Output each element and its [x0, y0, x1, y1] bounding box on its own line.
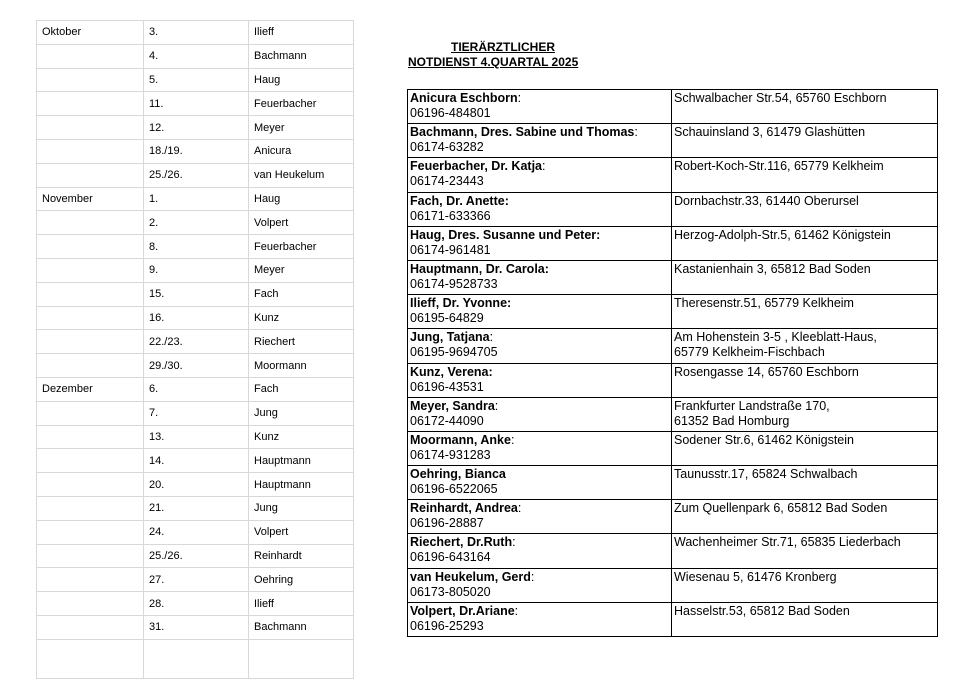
- schedule-vet-cell: Haug: [249, 187, 354, 211]
- vet-directory-body: [408, 90, 938, 637]
- schedule-vet-cell: Meyer: [249, 116, 354, 140]
- schedule-month-cell: [37, 425, 144, 449]
- vet-row: [408, 568, 938, 602]
- vet-address-line: Sodener Str.6, 61462 Königstein: [674, 432, 854, 447]
- schedule-row: [37, 473, 354, 497]
- vet-directory-table: [407, 89, 938, 637]
- schedule-month-cell: November: [37, 187, 144, 211]
- vet-name-cell: [408, 295, 672, 329]
- schedule-row: [37, 163, 354, 187]
- schedule-row: [37, 568, 354, 592]
- vet-row: [408, 260, 938, 294]
- schedule-date-cell: 16.: [144, 306, 249, 330]
- vet-address-line: Schauinsland 3, 61479 Glashütten: [674, 125, 866, 140]
- vet-name-line: [410, 296, 669, 311]
- vet-name-line: [410, 365, 669, 380]
- vet-phone: 06196-6522065: [410, 482, 498, 497]
- vet-address-line: Herzog-Adolph-Str.5, 61462 Königstein: [674, 227, 891, 242]
- schedule-date-cell: 27.: [144, 568, 249, 592]
- vet-name-separator: :: [489, 330, 494, 345]
- schedule-month-cell: [37, 330, 144, 354]
- schedule-row: [37, 187, 354, 211]
- schedule-vet-cell: Bachmann: [249, 615, 354, 639]
- schedule-vet-cell: van Heukelum: [249, 163, 354, 187]
- vet-name-cell: [408, 500, 672, 534]
- schedule-row: [37, 544, 354, 568]
- title-line-1: TIERÄRZTLICHER: [451, 40, 555, 54]
- vet-address-line: Wachenheimer Str.71, 65835 Liederbach: [674, 535, 901, 550]
- vet-address-cell: [672, 602, 938, 636]
- vet-name-cell: [408, 329, 672, 363]
- schedule-date-cell: 25./26.: [144, 163, 249, 187]
- schedule-vet-cell: Bachmann: [249, 44, 354, 68]
- vet-address-line: 61352 Bad Homburg: [674, 413, 790, 428]
- vet-name-separator: :: [634, 125, 638, 140]
- vet-name-cell: [408, 466, 672, 500]
- vet-name: Riechert, Dr.Ruth: [410, 535, 513, 550]
- vet-name: Ilieff, Dr. Yvonne:: [410, 296, 512, 311]
- schedule-month-cell: [37, 615, 144, 639]
- schedule-body: [37, 21, 354, 679]
- schedule-vet-cell: Hauptmann: [249, 473, 354, 497]
- vet-phone: 06174-63282: [410, 140, 484, 155]
- schedule-date-cell: 9.: [144, 258, 249, 282]
- vet-address-cell: [672, 466, 938, 500]
- schedule-vet-cell: Anicura: [249, 139, 354, 163]
- vet-name-cell: [408, 192, 672, 226]
- vet-address-line: Schwalbacher Str.54, 65760 Eschborn: [674, 91, 887, 105]
- schedule-vet-cell: Riechert: [249, 330, 354, 354]
- vet-name-separator: :: [530, 569, 535, 584]
- schedule-date-cell: 21.: [144, 496, 249, 520]
- vet-address-line: Frankfurter Landstraße 170,: [674, 398, 830, 413]
- schedule-row: [37, 496, 354, 520]
- vet-name-cell: [408, 568, 672, 602]
- schedule-row: [37, 92, 354, 116]
- vet-address-line: Rosengasse 14, 65760 Eschborn: [674, 364, 859, 379]
- vet-phone: 06196-643164: [410, 550, 491, 565]
- schedule-vet-cell: Volpert: [249, 520, 354, 544]
- schedule-vet-cell: Hauptmann: [249, 449, 354, 473]
- vet-name-cell: [408, 363, 672, 397]
- schedule-date-cell: 28.: [144, 592, 249, 616]
- vet-address-line: Zum Quellenpark 6, 65812 Bad Soden: [674, 501, 888, 516]
- schedule-vet-cell: Moormann: [249, 354, 354, 378]
- schedule-row: [37, 211, 354, 235]
- vet-address-line: Hasselstr.53, 65812 Bad Soden: [674, 603, 850, 618]
- schedule-month-cell: [37, 306, 144, 330]
- vet-address-cell: [672, 397, 938, 431]
- schedule-vet-cell: Volpert: [249, 211, 354, 235]
- schedule-row: [37, 68, 354, 92]
- vet-name-line: [410, 91, 669, 106]
- schedule-date-cell: 14.: [144, 449, 249, 473]
- vet-name-separator: :: [510, 432, 515, 447]
- schedule-month-cell: [37, 235, 144, 259]
- schedule-vet-cell: Reinhardt: [249, 544, 354, 568]
- schedule-date-cell: 31.: [144, 615, 249, 639]
- vet-name: Hauptmann, Dr. Carola:: [410, 261, 549, 276]
- schedule-date-cell: 15.: [144, 282, 249, 306]
- schedule-date-cell: 29./30.: [144, 354, 249, 378]
- vet-name: Reinhardt, Andrea: [410, 501, 518, 516]
- vet-name-line: [410, 159, 669, 174]
- vet-name-line: [410, 570, 669, 585]
- vet-phone: 06196-43531: [410, 379, 484, 394]
- vet-name-cell: [408, 124, 672, 158]
- vet-row: [408, 466, 938, 500]
- schedule-row: [37, 592, 354, 616]
- schedule-row: [37, 401, 354, 425]
- vet-name-line: [410, 330, 669, 345]
- schedule-month-cell: [37, 258, 144, 282]
- schedule-month-cell: [37, 282, 144, 306]
- vet-name: Jung, Tatjana: [410, 330, 490, 345]
- schedule-row: [37, 306, 354, 330]
- schedule-date-cell: 1.: [144, 187, 249, 211]
- document-title: [408, 40, 638, 70]
- vet-address-cell: [672, 192, 938, 226]
- schedule-row: [37, 377, 354, 401]
- schedule-date-cell: 24.: [144, 520, 249, 544]
- schedule-date-cell: 4.: [144, 44, 249, 68]
- schedule-month-cell: [37, 449, 144, 473]
- schedule-month-cell: [37, 211, 144, 235]
- schedule-month-cell: Dezember: [37, 377, 144, 401]
- vet-row: [408, 192, 938, 226]
- vet-address-cell: [672, 568, 938, 602]
- vet-row: [408, 534, 938, 568]
- schedule-vet-cell: Haug: [249, 68, 354, 92]
- vet-row: [408, 90, 938, 124]
- schedule-vet-cell: Ilieff: [249, 592, 354, 616]
- schedule-vet-cell: Kunz: [249, 306, 354, 330]
- schedule-row: [37, 258, 354, 282]
- vet-phone: 06196-484801: [410, 106, 491, 120]
- vet-phone: 06196-28887: [410, 516, 484, 531]
- vet-phone: 06174-9528733: [410, 276, 498, 291]
- vet-address-cell: [672, 124, 938, 158]
- vet-name-line: [410, 194, 669, 209]
- schedule-month-cell: [37, 44, 144, 68]
- schedule-date-cell: 5.: [144, 68, 249, 92]
- vet-name-separator: :: [517, 91, 522, 105]
- schedule-month-cell: [37, 496, 144, 520]
- schedule-date-cell: 3.: [144, 21, 249, 45]
- schedule-row: [37, 116, 354, 140]
- schedule-date-cell: 18./19.: [144, 139, 249, 163]
- vet-phone: 06195-64829: [410, 311, 484, 326]
- vet-name-separator: :: [517, 501, 522, 516]
- vet-row: [408, 500, 938, 534]
- vet-row: [408, 363, 938, 397]
- schedule-vet-cell: Kunz: [249, 425, 354, 449]
- vet-name-cell: [408, 90, 672, 124]
- vet-name: Volpert, Dr.Ariane: [410, 603, 515, 618]
- schedule-date-cell: 6.: [144, 377, 249, 401]
- schedule-month-cell: [37, 354, 144, 378]
- schedule-vet-cell: Oehring: [249, 568, 354, 592]
- vet-name-cell: [408, 602, 672, 636]
- vet-name-line: [410, 399, 669, 414]
- vet-phone: 06174-23443: [410, 174, 484, 189]
- vet-name: Oehring, Bianca: [410, 467, 506, 482]
- vet-address-cell: [672, 329, 938, 363]
- schedule-date-cell: [144, 639, 249, 678]
- schedule-vet-cell: Jung: [249, 496, 354, 520]
- vet-address-line: Theresenstr.51, 65779 Kelkheim: [674, 296, 854, 311]
- vet-address-line: Dornbachstr.33, 61440 Oberursel: [674, 193, 859, 208]
- vet-row: [408, 226, 938, 260]
- vet-name: Haug, Dres. Susanne und Peter:: [410, 227, 601, 242]
- vet-name-cell: [408, 260, 672, 294]
- schedule-row: [37, 330, 354, 354]
- vet-name-separator: :: [514, 603, 519, 618]
- vet-phone: 06174-961481: [410, 242, 491, 257]
- schedule-month-cell: [37, 92, 144, 116]
- schedule-date-cell: 22./23.: [144, 330, 249, 354]
- schedule-month-cell: [37, 163, 144, 187]
- vet-address-cell: [672, 431, 938, 465]
- vet-name: van Heukelum, Gerd: [410, 569, 531, 584]
- vet-row: [408, 431, 938, 465]
- vet-address-cell: [672, 500, 938, 534]
- schedule-vet-cell: Fach: [249, 377, 354, 401]
- vet-phone: 06173-805020: [410, 584, 491, 599]
- schedule-date-cell: 13.: [144, 425, 249, 449]
- vet-phone: 06174-931283: [410, 447, 491, 462]
- schedule-month-cell: [37, 639, 144, 678]
- vet-address-cell: [672, 226, 938, 260]
- schedule-month-cell: [37, 544, 144, 568]
- vet-row: [408, 158, 938, 192]
- vet-address-line: Taunusstr.17, 65824 Schwalbach: [674, 467, 858, 482]
- vet-row: [408, 329, 938, 363]
- vet-name-line: [410, 262, 669, 277]
- schedule-vet-cell: Ilieff: [249, 21, 354, 45]
- vet-row: [408, 397, 938, 431]
- vet-name-separator: :: [542, 159, 546, 174]
- schedule-row: [37, 282, 354, 306]
- schedule-row: [37, 139, 354, 163]
- vet-name: Bachmann, Dres. Sabine und Thomas: [410, 125, 635, 140]
- vet-name-cell: [408, 397, 672, 431]
- vet-name-line: [410, 125, 669, 140]
- vet-address-line: Wiesenau 5, 61476 Kronberg: [674, 569, 837, 584]
- schedule-month-cell: [37, 568, 144, 592]
- vet-name-cell: [408, 431, 672, 465]
- vet-address-cell: [672, 534, 938, 568]
- vet-address-cell: [672, 295, 938, 329]
- vet-address-line: Am Hohenstein 3-5 , Kleeblatt-Haus,: [674, 330, 877, 345]
- vet-name: Fach, Dr. Anette:: [410, 193, 509, 208]
- vet-address-cell: [672, 363, 938, 397]
- schedule-date-cell: 7.: [144, 401, 249, 425]
- vet-name-cell: [408, 158, 672, 192]
- schedule-vet-cell: Feuerbacher: [249, 92, 354, 116]
- schedule-row: [37, 354, 354, 378]
- vet-name-separator: :: [512, 535, 516, 550]
- schedule-table: [36, 20, 354, 679]
- vet-address-line: Robert-Koch-Str.116, 65779 Kelkheim: [674, 159, 884, 174]
- schedule-month-cell: Oktober: [37, 21, 144, 45]
- vet-name-line: [410, 604, 669, 619]
- schedule-date-cell: 12.: [144, 116, 249, 140]
- vet-row: [408, 124, 938, 158]
- vet-row: [408, 295, 938, 329]
- vet-address-cell: [672, 158, 938, 192]
- schedule-date-cell: 20.: [144, 473, 249, 497]
- vet-name-cell: [408, 534, 672, 568]
- schedule-month-cell: [37, 401, 144, 425]
- schedule-vet-cell: Jung: [249, 401, 354, 425]
- vet-phone: 06171-633366: [410, 208, 491, 223]
- vet-name: Feuerbacher, Dr. Katja: [410, 159, 543, 174]
- schedule-row: [37, 235, 354, 259]
- schedule-month-cell: [37, 592, 144, 616]
- schedule-vet-cell: Fach: [249, 282, 354, 306]
- schedule-date-cell: 2.: [144, 211, 249, 235]
- schedule-date-cell: 8.: [144, 235, 249, 259]
- schedule-row: [37, 21, 354, 45]
- vet-name-line: [410, 228, 669, 243]
- schedule-row: [37, 449, 354, 473]
- schedule-month-cell: [37, 68, 144, 92]
- vet-name-line: [410, 535, 669, 550]
- vet-address-cell: [672, 260, 938, 294]
- schedule-date-cell: 25./26.: [144, 544, 249, 568]
- vet-address-line: 65779 Kelkheim-Fischbach: [674, 345, 825, 360]
- vet-name: Anicura Eschborn: [410, 91, 518, 105]
- schedule-month-cell: [37, 116, 144, 140]
- vet-name-line: [410, 501, 669, 516]
- vet-address-cell: [672, 90, 938, 124]
- vet-name: Meyer, Sandra: [410, 398, 495, 413]
- schedule-row: [37, 425, 354, 449]
- vet-phone: 06195-9694705: [410, 345, 498, 360]
- schedule-month-cell: [37, 473, 144, 497]
- schedule-row: [37, 520, 354, 544]
- vet-address-line: Kastanienhain 3, 65812 Bad Soden: [674, 261, 871, 276]
- schedule-row: [37, 44, 354, 68]
- schedule-vet-cell: Meyer: [249, 258, 354, 282]
- schedule-vet-cell: Feuerbacher: [249, 235, 354, 259]
- schedule-vet-cell: [249, 639, 354, 678]
- schedule-row: [37, 615, 354, 639]
- vet-name: Kunz, Verena:: [410, 364, 493, 379]
- vet-name-line: [410, 467, 669, 482]
- schedule-row: [37, 639, 354, 678]
- schedule-month-cell: [37, 139, 144, 163]
- vet-name-line: [410, 433, 669, 448]
- schedule-month-cell: [37, 520, 144, 544]
- vet-name-cell: [408, 226, 672, 260]
- schedule-date-cell: 11.: [144, 92, 249, 116]
- vet-phone: 06172-44090: [410, 413, 484, 428]
- vet-name-separator: :: [494, 398, 499, 413]
- title-line-2: NOTDIENST 4.QUARTAL 2025: [408, 55, 579, 69]
- vet-name: Moormann, Anke: [410, 432, 511, 447]
- vet-phone: 06196-25293: [410, 618, 484, 633]
- vet-row: [408, 602, 938, 636]
